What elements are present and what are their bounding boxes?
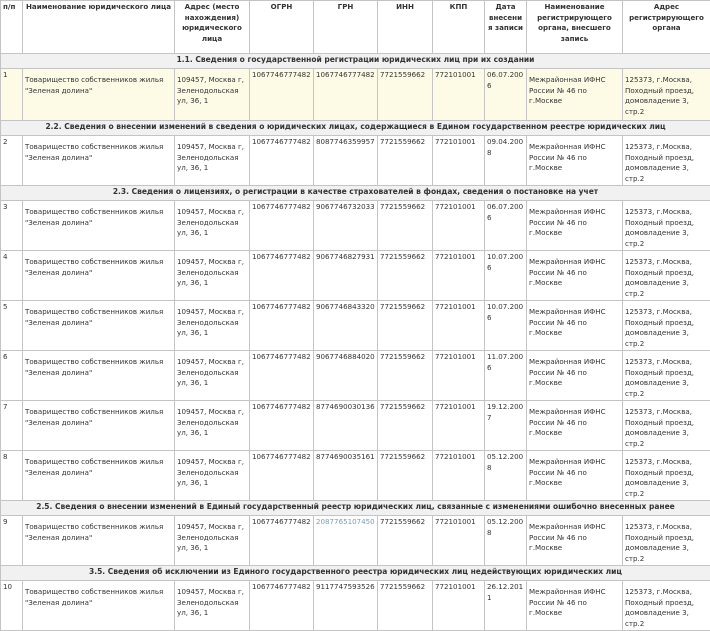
row-kpp: 772101001 (433, 351, 485, 401)
row-grn: 9067746732033 (314, 201, 378, 251)
row-inn: 7721559662 (378, 251, 433, 301)
row-org-address: 125373, г.Москва, Походный проезд, домовладение 3, стр.2 (623, 581, 710, 631)
row-kpp: 772101001 (433, 581, 485, 631)
row-num: 9 (1, 516, 23, 566)
section-title: 2.5. Сведения о внесении изменений в Единый государственный реестр юридических лиц, связанные с изменениями ошибочно внесенных ранее (1, 501, 710, 516)
section-header (1, 566, 710, 581)
row-num: 1 (1, 69, 23, 121)
row-inn: 7721559662 (378, 69, 433, 121)
row-org: Межрайонная ИФНС России № 46 по г.Москве (527, 251, 623, 301)
table-row (1, 69, 710, 121)
row-name: Товарищество собственников жилья "Зеленая долина" (23, 351, 175, 401)
row-date: 05.12.2008 (485, 451, 527, 501)
row-name: Товарищество собственников жилья "Зеленая долина" (23, 401, 175, 451)
row-org: Межрайонная ИФНС России № 46 по г.Москве (527, 301, 623, 351)
row-name: Товарищество собственников жилья "Зеленая долина" (23, 451, 175, 501)
table-row (1, 401, 710, 451)
row-name: Товарищество собственников жилья "Зеленая долина" (23, 301, 175, 351)
table-row (1, 136, 710, 186)
col-header-date: Дата внесения записи (485, 1, 527, 54)
row-grn: 1067746777482 (314, 69, 378, 121)
row-org-address: 125373, г.Москва, Походный проезд, домовладение 3, стр.2 (623, 351, 710, 401)
table-row (1, 516, 710, 566)
row-org-address: 125373, г.Москва, Походный проезд, домовладение 3, стр.2 (623, 136, 710, 186)
row-org: Межрайонная ИФНС России № 46 по г.Москве (527, 351, 623, 401)
row-name: Товарищество собственников жилья "Зеленая долина" (23, 251, 175, 301)
row-ogrn: 1067746777482 (250, 301, 314, 351)
table-row (1, 301, 710, 351)
col-header-kpp: КПП (433, 1, 485, 54)
row-inn: 7721559662 (378, 201, 433, 251)
col-header-address: Адрес (место нахождения) юридического лица (175, 1, 250, 54)
row-kpp: 772101001 (433, 136, 485, 186)
row-org: Межрайонная ИФНС России № 46 по г.Москве (527, 401, 623, 451)
section-header (1, 121, 710, 136)
table-row (1, 451, 710, 501)
row-num: 8 (1, 451, 23, 501)
row-org-address: 125373, г.Москва, Походный проезд, домовладение 3, стр.2 (623, 301, 710, 351)
row-address: 109457, Москва г, Зеленодольская ул, 36, 1 (175, 401, 250, 451)
row-num: 10 (1, 581, 23, 631)
section-header (1, 186, 710, 201)
row-inn: 7721559662 (378, 401, 433, 451)
row-kpp: 772101001 (433, 301, 485, 351)
row-ogrn: 1067746777482 (250, 451, 314, 501)
row-address: 109457, Москва г, Зеленодольская ул, 36, 1 (175, 251, 250, 301)
row-ogrn: 1067746777482 (250, 516, 314, 566)
row-name: Товарищество собственников жилья "Зеленая долина" (23, 201, 175, 251)
row-date: 06.07.2006 (485, 69, 527, 121)
row-date: 11.07.2006 (485, 351, 527, 401)
row-name: Товарищество собственников жилья "Зеленая долина" (23, 516, 175, 566)
col-header-num: п/п (1, 1, 23, 54)
row-ogrn: 1067746777482 (250, 581, 314, 631)
row-ogrn: 1067746777482 (250, 251, 314, 301)
row-org-address: 125373, г.Москва, Походный проезд, домовладение 3, стр.2 (623, 401, 710, 451)
row-ogrn: 1067746777482 (250, 136, 314, 186)
row-inn: 7721559662 (378, 451, 433, 501)
row-kpp: 772101001 (433, 69, 485, 121)
row-kpp: 772101001 (433, 516, 485, 566)
row-address: 109457, Москва г, Зеленодольская ул, 36, 1 (175, 69, 250, 121)
row-grn: 9067746843320 (314, 301, 378, 351)
row-org-address: 125373, г.Москва, Походный проезд, домовладение 3, стр.2 (623, 69, 710, 121)
section-header (1, 54, 710, 69)
col-header-name: Наименование юридического лица (23, 1, 175, 54)
row-ogrn: 1067746777482 (250, 69, 314, 121)
row-org-address: 125373, г.Москва, Походный проезд, домовладение 3, стр.2 (623, 201, 710, 251)
row-date: 09.04.2008 (485, 136, 527, 186)
row-org: Межрайонная ИФНС России № 46 по г.Москве (527, 136, 623, 186)
row-date: 10.07.2006 (485, 301, 527, 351)
section-title: 1.1. Сведения о государственной регистрации юридических лиц при их создании (1, 54, 710, 69)
registry-body (1, 54, 710, 631)
row-address: 109457, Москва г, Зеленодольская ул, 36, 1 (175, 201, 250, 251)
row-num: 7 (1, 401, 23, 451)
table-row (1, 251, 710, 301)
row-grn: 9067746884020 (314, 351, 378, 401)
row-kpp: 772101001 (433, 401, 485, 451)
row-grn-link[interactable]: 2087765107450 (314, 516, 378, 566)
row-num: 5 (1, 301, 23, 351)
row-org-address: 125373, г.Москва, Походный проезд, домовладение 3, стр.2 (623, 516, 710, 566)
row-org-address: 125373, г.Москва, Походный проезд, домовладение 3, стр.2 (623, 451, 710, 501)
row-num: 6 (1, 351, 23, 401)
row-num: 3 (1, 201, 23, 251)
row-address: 109457, Москва г, Зеленодольская ул, 36, 1 (175, 581, 250, 631)
row-inn: 7721559662 (378, 136, 433, 186)
row-num: 4 (1, 251, 23, 301)
row-ogrn: 1067746777482 (250, 201, 314, 251)
col-header-ogrn: ОГРН (250, 1, 314, 54)
row-inn: 7721559662 (378, 351, 433, 401)
row-kpp: 772101001 (433, 251, 485, 301)
row-org: Межрайонная ИФНС России № 46 по г.Москве (527, 201, 623, 251)
section-title: 3.5. Сведения об исключении из Единого государственного реестра юридических лиц недействующих юридических лиц (1, 566, 710, 581)
row-org: Межрайонная ИФНС России № 46 по г.Москве (527, 69, 623, 121)
row-org-address: 125373, г.Москва, Походный проезд, домовладение 3, стр.2 (623, 251, 710, 301)
row-date: 26.12.2011 (485, 581, 527, 631)
row-name: Товарищество собственников жилья "Зеленая долина" (23, 69, 175, 121)
row-date: 10.07.2006 (485, 251, 527, 301)
row-grn: 8087746359957 (314, 136, 378, 186)
row-date: 19.12.2007 (485, 401, 527, 451)
row-org: Межрайонная ИФНС России № 46 по г.Москве (527, 516, 623, 566)
row-kpp: 772101001 (433, 201, 485, 251)
col-header-org: Наименование регистрирующего органа, внесшего запись (527, 1, 623, 54)
header-row (1, 1, 710, 54)
row-address: 109457, Москва г, Зеленодольская ул, 36, 1 (175, 351, 250, 401)
col-header-inn: ИНН (378, 1, 433, 54)
row-name: Товарищество собственников жилья "Зеленая долина" (23, 136, 175, 186)
row-ogrn: 1067746777482 (250, 401, 314, 451)
row-address: 109457, Москва г, Зеленодольская ул, 36, 1 (175, 516, 250, 566)
row-date: 05.12.2008 (485, 516, 527, 566)
row-org: Межрайонная ИФНС России № 46 по г.Москве (527, 451, 623, 501)
col-header-org-address: Адрес регистрирующего органа (623, 1, 710, 54)
table-row (1, 581, 710, 631)
section-header (1, 501, 710, 516)
row-name: Товарищество собственников жилья "Зеленая долина" (23, 581, 175, 631)
row-org: Межрайонная ИФНС России № 46 по г.Москве (527, 581, 623, 631)
row-inn: 7721559662 (378, 301, 433, 351)
table-row (1, 351, 710, 401)
row-inn: 7721559662 (378, 516, 433, 566)
section-title: 2.3. Сведения о лицензиях, о регистрации в качестве страхователей в фондах, сведения о постановке на учет (1, 186, 710, 201)
row-num: 2 (1, 136, 23, 186)
row-ogrn: 1067746777482 (250, 351, 314, 401)
row-address: 109457, Москва г, Зеленодольская ул, 36, 1 (175, 451, 250, 501)
row-address: 109457, Москва г, Зеленодольская ул, 36, 1 (175, 136, 250, 186)
section-title: 2.2. Сведения о внесении изменений в сведения о юридических лицах, содержащиеся в Едином государственном реестре юридических лиц (1, 121, 710, 136)
row-grn: 9067746827931 (314, 251, 378, 301)
row-kpp: 772101001 (433, 451, 485, 501)
table-row (1, 201, 710, 251)
row-grn: 8774690030136 (314, 401, 378, 451)
row-grn: 8774690035161 (314, 451, 378, 501)
row-date: 06.07.2006 (485, 201, 527, 251)
row-address: 109457, Москва г, Зеленодольская ул, 36, 1 (175, 301, 250, 351)
row-inn: 7721559662 (378, 581, 433, 631)
row-grn: 9117747593526 (314, 581, 378, 631)
col-header-grn: ГРН (314, 1, 378, 54)
